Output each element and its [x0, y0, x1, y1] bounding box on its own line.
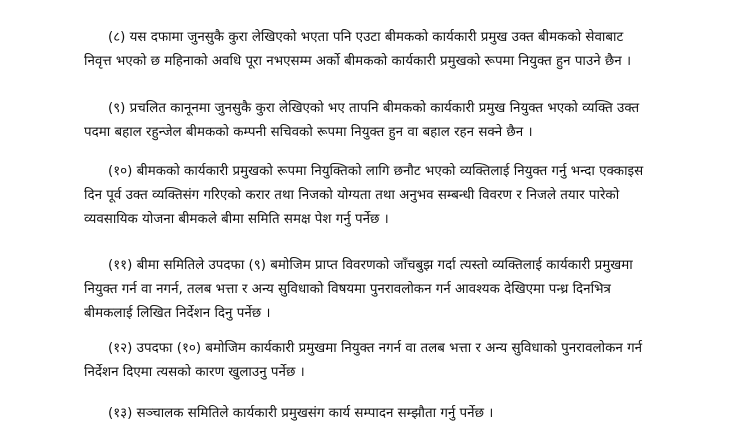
clause-13 [84, 402, 694, 426]
clause-line: दिन पूर्व उक्त व्यक्तिसंग गरिएको करार तथा निजको योग्यता तथा अनुभव सम्बन्धी विवरण र निजले तयार पारेको [84, 188, 620, 203]
clause-9 [84, 97, 694, 145]
clause-line: (१०) बीमकको कार्यकारी प्रमुखको रूपमा नियुक्तिको लागि छनौट भएको व्यक्तिलाई नियुक्त गर्नु भन्दा एक्काइस [108, 164, 644, 179]
clause-line: निवृत्त भएको छ महिनाको अवधि पूरा नभएसम्म अर्को बीमकको कार्यकारी प्रमुखको रूपमा नियुक्त हुन पाउने छैन । [84, 54, 632, 69]
clause-line: (१२) उपदफा (१०) बमोजिम कार्यकारी प्रमुखमा नियुक्त नगर्न वा तलब भत्ता र अन्य सुविधाको पुनरावलोकन गर्न [108, 341, 643, 356]
clause-line: व्यवसायिक योजना बीमकले बीमा समिति समक्ष पेश गर्नु पर्नेछ । [84, 212, 389, 227]
clause-line: (९) प्रचलित कानूनमा जुनसुकै कुरा लेखिएको भए तापनि बीमकको कार्यकारी प्रमुख नियुक्त भएको व्यक्ति उक्त [108, 101, 640, 116]
clause-12 [84, 337, 694, 385]
clause-line: पदमा बहाल रहुन्जेल बीमकको कम्पनी सचिवको रूपमा नियुक्त हुन वा बहाल रहन सक्ने छैन । [84, 125, 533, 140]
clause-11 [84, 254, 694, 326]
clause-10 [84, 160, 694, 232]
clause-line: नियुक्त गर्न वा नगर्न, तलब भत्ता र अन्य सुविधाको विषयमा पुनरावलोकन गर्न आवश्यक देखिएमा पन्ध्र दिनभित्र [84, 282, 611, 297]
clause-line: निर्देशन दिएमा त्यसको कारण खुलाउनु पर्नेछ । [84, 365, 305, 380]
clause-line: (१३) सञ्चालक समितिले कार्यकारी प्रमुखसंग कार्य सम्पादन सम्झौता गर्नु पर्नेछ । [108, 406, 494, 421]
clause-8 [84, 26, 694, 74]
clause-line: (८) यस दफामा जुनसुकै कुरा लेखिएको भएता पनि एउटा बीमकको कार्यकारी प्रमुख उक्त बीमकको सेवाबाट [108, 30, 624, 45]
clause-line: बीमकलाई लिखित निर्देशन दिनु पर्नेछ । [84, 306, 271, 321]
clause-line: (११) बीमा समितिले उपदफा (९) बमोजिम प्राप्त विवरणको जाँचबुझ गर्दा त्यस्तो व्यक्तिलाई कार्यकारी प्रमुखमा [108, 258, 633, 273]
